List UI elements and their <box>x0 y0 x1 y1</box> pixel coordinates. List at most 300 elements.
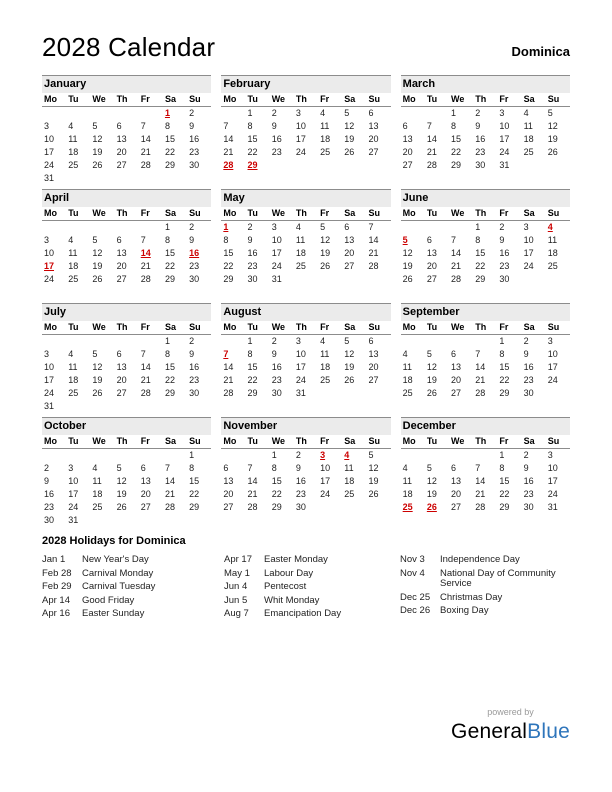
date-cell: 8 <box>247 349 253 359</box>
month-july <box>42 303 211 413</box>
date-cell: 3 <box>44 121 50 131</box>
empty-cell <box>366 387 390 400</box>
page-title: 2028 Calendar <box>42 32 216 62</box>
date-cell: 23 <box>247 261 258 271</box>
week-row <box>401 221 570 234</box>
empty-cell <box>139 221 163 234</box>
date-cell: 5 <box>402 235 408 245</box>
date-cell: 24 <box>271 261 282 271</box>
empty-cell <box>139 172 163 185</box>
week-row <box>401 273 570 286</box>
week-row <box>42 221 211 234</box>
date-cell: 28 <box>223 160 234 170</box>
date-cell: 27 <box>116 160 127 170</box>
date-cell: 24 <box>295 147 306 157</box>
month-name: December <box>401 417 570 435</box>
date-cell: 11 <box>92 476 102 486</box>
holiday-date: Dec 26 <box>400 605 431 616</box>
date-cell: 2 <box>523 450 529 460</box>
date-cell: 2 <box>247 222 253 232</box>
date-cell: 23 <box>295 489 306 499</box>
date-cell: 14 <box>223 134 234 144</box>
holiday-item <box>224 555 400 566</box>
date-cell: 20 <box>402 147 413 157</box>
date-cell: 3 <box>547 450 553 460</box>
date-cell: 19 <box>426 375 437 385</box>
date-cell: 29 <box>164 274 175 284</box>
empty-cell <box>139 400 163 413</box>
date-cell: 29 <box>475 274 486 284</box>
date-cell: 3 <box>295 108 301 118</box>
weekday-label: Su <box>547 208 560 218</box>
date-cell: 2 <box>189 336 195 346</box>
empty-cell <box>294 273 318 286</box>
week-row <box>42 374 211 387</box>
date-cell: 19 <box>92 375 103 385</box>
weekday-label: Tu <box>68 322 79 332</box>
weekday-header-row <box>42 93 211 107</box>
date-cell: 26 <box>116 502 127 512</box>
date-cell: 4 <box>547 222 553 232</box>
week-row <box>42 260 211 273</box>
empty-cell <box>366 159 390 172</box>
week-row <box>221 475 390 488</box>
date-cell: 18 <box>402 489 413 499</box>
empty-cell <box>115 514 139 527</box>
date-cell: 10 <box>499 121 510 131</box>
empty-cell <box>318 159 342 172</box>
date-cell: 22 <box>499 489 510 499</box>
date-cell: 15 <box>164 248 175 258</box>
date-cell: 24 <box>547 489 558 499</box>
date-cell: 24 <box>44 388 55 398</box>
date-cell: 6 <box>116 235 122 245</box>
date-cell: 4 <box>92 463 98 473</box>
date-cell: 5 <box>92 121 98 131</box>
weekday-label: Tu <box>426 322 438 332</box>
empty-cell <box>115 335 139 348</box>
holiday-item <box>400 606 570 617</box>
date-cell: 6 <box>116 121 122 131</box>
date-cell: 18 <box>320 134 331 144</box>
empty-cell <box>546 273 570 286</box>
weekday-label: Sa <box>344 208 356 218</box>
date-cell: 27 <box>223 502 234 512</box>
date-cell: 8 <box>451 121 457 131</box>
holiday-date: Dec 25 <box>400 591 431 603</box>
date-cell: 16 <box>44 489 55 499</box>
weekday-label: Tu <box>247 94 258 104</box>
date-cell: 9 <box>475 121 481 131</box>
date-cell: 6 <box>368 108 374 118</box>
empty-cell <box>425 335 449 348</box>
holiday-date: Feb 29 <box>42 581 72 592</box>
date-cell: 11 <box>402 476 412 486</box>
weekday-label: Th <box>295 208 307 218</box>
date-cell: 9 <box>271 349 277 359</box>
week-row <box>42 159 211 172</box>
weekday-header-row <box>221 207 390 221</box>
date-cell: 15 <box>499 476 510 486</box>
date-cell: 8 <box>247 121 253 131</box>
week-row <box>221 273 390 286</box>
date-cell: 27 <box>368 375 379 385</box>
holiday-item <box>224 569 400 580</box>
empty-cell <box>115 107 139 120</box>
date-cell: 16 <box>499 248 510 258</box>
weekday-label: Mo <box>44 436 57 446</box>
weekday-label: Sa <box>164 208 176 218</box>
date-cell: 8 <box>271 463 277 473</box>
date-cell: 16 <box>189 248 200 258</box>
weekday-label: Su <box>547 322 560 332</box>
date-cell: 17 <box>499 134 510 144</box>
week-row <box>221 449 390 462</box>
date-cell: 27 <box>116 388 127 398</box>
date-cell: 2 <box>44 463 50 473</box>
week-row <box>42 146 211 159</box>
date-cell: 10 <box>295 349 306 359</box>
empty-cell <box>318 273 342 286</box>
date-cell: 9 <box>523 349 529 359</box>
weekday-label: Su <box>368 436 380 446</box>
date-cell: 25 <box>402 502 413 512</box>
date-cell: 17 <box>547 476 558 486</box>
date-cell: 27 <box>344 261 355 271</box>
week-row <box>221 133 390 146</box>
week-row <box>42 361 211 374</box>
weekday-label: Fr <box>320 94 330 104</box>
date-cell: 29 <box>271 502 282 512</box>
month-name: June <box>401 189 570 207</box>
week-row <box>401 133 570 146</box>
date-cell: 18 <box>68 261 79 271</box>
date-cell: 23 <box>271 375 282 385</box>
weekday-label: Mo <box>402 436 416 446</box>
weekday-label: Mo <box>223 94 237 104</box>
date-cell: 9 <box>189 235 195 245</box>
empty-cell <box>42 449 66 462</box>
date-cell: 28 <box>475 388 486 398</box>
holiday-item <box>42 582 224 593</box>
week-row <box>401 488 570 501</box>
generalblue-logo <box>451 720 570 744</box>
date-cell: 17 <box>547 362 558 372</box>
week-row <box>221 387 390 400</box>
date-cell: 25 <box>320 375 331 385</box>
date-cell: 15 <box>475 248 486 258</box>
holiday-item <box>42 555 224 566</box>
weekday-label: Th <box>295 322 307 332</box>
date-cell: 4 <box>68 121 74 131</box>
date-cell: 13 <box>116 362 127 372</box>
date-cell: 18 <box>402 375 413 385</box>
date-cell: 20 <box>344 248 355 258</box>
date-cell: 13 <box>451 362 462 372</box>
date-cell: 4 <box>402 349 408 359</box>
empty-cell <box>401 221 425 234</box>
week-row <box>221 501 390 514</box>
date-cell: 30 <box>499 274 510 284</box>
date-cell: 8 <box>164 121 170 131</box>
week-row <box>401 361 570 374</box>
weekday-label: Sa <box>344 322 356 332</box>
weekday-label: Th <box>116 94 128 104</box>
date-cell: 18 <box>547 248 558 258</box>
weekday-header-row <box>401 93 570 107</box>
empty-cell <box>366 501 390 514</box>
date-cell: 17 <box>68 489 79 499</box>
date-cell: 20 <box>426 261 437 271</box>
week-row <box>401 374 570 387</box>
date-cell: 7 <box>475 349 481 359</box>
week-row <box>221 234 390 247</box>
weekday-label: We <box>271 436 286 446</box>
date-cell: 5 <box>426 349 432 359</box>
weekday-label: We <box>271 322 286 332</box>
country-label: Dominica <box>511 44 570 59</box>
weekday-label: Sa <box>523 436 535 446</box>
date-cell: 12 <box>92 362 103 372</box>
holiday-item <box>42 596 224 607</box>
empty-cell <box>90 514 114 527</box>
date-cell: 30 <box>295 502 306 512</box>
date-cell: 18 <box>320 362 331 372</box>
date-cell: 9 <box>44 476 50 486</box>
date-cell: 10 <box>547 463 558 473</box>
date-cell: 11 <box>68 248 78 258</box>
weekday-label: Su <box>368 322 380 332</box>
date-cell: 30 <box>189 160 200 170</box>
week-row <box>401 260 570 273</box>
weekday-label: We <box>271 208 286 218</box>
date-cell: 13 <box>344 235 355 245</box>
empty-cell <box>473 449 497 462</box>
date-cell: 14 <box>140 362 151 372</box>
date-cell: 22 <box>451 147 462 157</box>
date-cell: 7 <box>223 349 229 359</box>
date-cell: 27 <box>402 160 413 170</box>
date-cell: 13 <box>116 248 127 258</box>
weekday-label: Th <box>475 436 487 446</box>
date-cell: 4 <box>344 450 350 460</box>
date-cell: 19 <box>320 248 331 258</box>
date-cell: 21 <box>164 489 175 499</box>
date-cell: 17 <box>295 362 306 372</box>
empty-cell <box>187 514 211 527</box>
month-december <box>401 417 570 527</box>
date-cell: 26 <box>547 147 558 157</box>
date-cell: 3 <box>44 235 50 245</box>
date-cell: 28 <box>164 502 175 512</box>
date-cell: 28 <box>140 388 151 398</box>
empty-cell <box>401 449 425 462</box>
date-cell: 7 <box>164 463 170 473</box>
date-cell: 17 <box>44 261 55 271</box>
date-cell: 4 <box>295 222 301 232</box>
date-cell: 25 <box>320 147 331 157</box>
date-cell: 15 <box>164 134 175 144</box>
empty-cell <box>546 159 570 172</box>
weekday-label: Fr <box>140 436 150 446</box>
date-cell: 17 <box>295 134 306 144</box>
date-cell: 16 <box>271 134 282 144</box>
date-cell: 29 <box>223 274 234 284</box>
weekday-label: Th <box>475 208 487 218</box>
weekday-label: Sa <box>344 94 356 104</box>
holiday-item <box>400 593 570 604</box>
empty-cell <box>90 172 114 185</box>
empty-cell <box>66 107 90 120</box>
weekday-label: Sa <box>523 94 535 104</box>
date-cell: 20 <box>451 489 462 499</box>
empty-cell <box>42 221 66 234</box>
weekday-label: Fr <box>499 436 509 446</box>
date-cell: 25 <box>402 388 413 398</box>
date-cell: 6 <box>451 349 457 359</box>
holiday-date: Apr 14 <box>42 594 70 606</box>
empty-cell <box>449 449 473 462</box>
month-august <box>221 303 390 413</box>
date-cell: 27 <box>426 274 437 284</box>
date-cell: 19 <box>92 261 103 271</box>
weekday-label: We <box>451 322 465 332</box>
week-row <box>42 133 211 146</box>
date-cell: 17 <box>271 248 282 258</box>
holiday-name: Emancipation Day <box>264 608 342 619</box>
date-cell: 12 <box>547 121 558 131</box>
week-row <box>401 501 570 514</box>
date-cell: 5 <box>92 235 98 245</box>
weekday-label: Mo <box>44 94 57 104</box>
holiday-item <box>400 555 570 566</box>
month-january <box>42 75 211 185</box>
weekday-label: We <box>451 436 465 446</box>
date-cell: 22 <box>247 375 258 385</box>
date-cell: 8 <box>164 349 170 359</box>
date-cell: 6 <box>344 222 350 232</box>
weekday-label: Tu <box>68 436 79 446</box>
week-row <box>401 159 570 172</box>
week-row <box>221 361 390 374</box>
weekday-label: Su <box>189 94 201 104</box>
weekday-label: Tu <box>247 322 258 332</box>
page-footer <box>451 707 570 744</box>
date-cell: 26 <box>344 147 355 157</box>
weekday-label: We <box>271 94 286 104</box>
week-row <box>221 488 390 501</box>
date-cell: 12 <box>92 248 103 258</box>
weekday-label: Su <box>547 436 560 446</box>
weekday-label: Fr <box>499 94 509 104</box>
date-cell: 22 <box>247 147 258 157</box>
weekday-header-row <box>221 321 390 335</box>
date-cell: 27 <box>116 274 127 284</box>
date-cell: 6 <box>368 336 374 346</box>
date-cell: 28 <box>140 274 151 284</box>
date-cell: 14 <box>164 476 175 486</box>
week-row <box>42 172 211 185</box>
date-cell: 18 <box>295 248 306 258</box>
date-cell: 16 <box>189 362 200 372</box>
date-cell: 1 <box>164 108 170 118</box>
week-row <box>401 234 570 247</box>
date-cell: 6 <box>426 235 432 245</box>
date-cell: 15 <box>223 248 234 258</box>
date-cell: 10 <box>271 235 282 245</box>
date-cell: 23 <box>523 489 534 499</box>
date-cell: 14 <box>140 248 151 258</box>
empty-cell <box>163 400 187 413</box>
date-cell: 23 <box>189 375 200 385</box>
date-cell: 2 <box>189 222 195 232</box>
empty-cell <box>522 159 546 172</box>
date-cell: 5 <box>320 222 326 232</box>
holidays-section <box>42 535 570 623</box>
date-cell: 6 <box>116 349 122 359</box>
date-cell: 1 <box>164 222 170 232</box>
weekday-label: Mo <box>223 208 237 218</box>
date-cell: 25 <box>68 274 79 284</box>
date-cell: 26 <box>402 274 413 284</box>
month-november <box>221 417 390 527</box>
month-name: August <box>221 303 390 321</box>
date-cell: 2 <box>189 108 195 118</box>
date-cell: 23 <box>475 147 486 157</box>
date-cell: 8 <box>499 349 505 359</box>
week-row <box>221 247 390 260</box>
date-cell: 19 <box>92 147 103 157</box>
empty-cell <box>139 107 163 120</box>
date-cell: 21 <box>223 375 234 385</box>
holiday-column <box>400 555 570 623</box>
date-cell: 11 <box>523 121 533 131</box>
week-row <box>401 120 570 133</box>
empty-cell <box>342 159 366 172</box>
week-row <box>42 400 211 413</box>
weekday-label: Su <box>189 208 201 218</box>
month-name: January <box>42 75 211 93</box>
empty-cell <box>90 107 114 120</box>
brand-blue-text: Blue <box>527 720 570 743</box>
holiday-date: Jun 5 <box>224 594 248 606</box>
week-row <box>42 449 211 462</box>
empty-cell <box>115 221 139 234</box>
date-cell: 30 <box>523 502 534 512</box>
month-name: November <box>221 417 390 435</box>
month-april <box>42 189 211 299</box>
date-cell: 4 <box>68 349 74 359</box>
empty-cell <box>66 400 90 413</box>
date-cell: 30 <box>271 388 282 398</box>
date-cell: 20 <box>368 362 379 372</box>
date-cell: 18 <box>68 375 79 385</box>
date-cell: 4 <box>68 235 74 245</box>
holiday-date: Apr 16 <box>42 608 70 619</box>
date-cell: 12 <box>344 121 355 131</box>
date-cell: 25 <box>68 388 79 398</box>
date-cell: 26 <box>92 388 103 398</box>
date-cell: 16 <box>271 362 282 372</box>
month-name: July <box>42 303 211 321</box>
month-name: February <box>221 75 390 93</box>
empty-cell <box>401 107 425 120</box>
date-cell: 21 <box>140 147 151 157</box>
date-cell: 14 <box>223 362 234 372</box>
weekday-label: Fr <box>320 322 330 332</box>
date-cell: 5 <box>368 450 374 460</box>
date-cell: 21 <box>475 375 486 385</box>
